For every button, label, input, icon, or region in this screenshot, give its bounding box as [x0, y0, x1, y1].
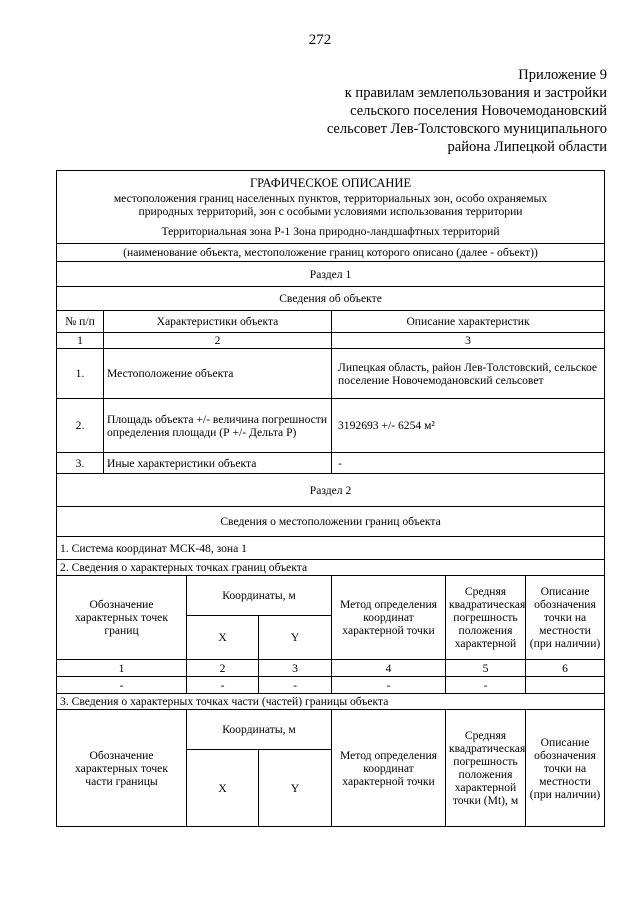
col-index: 3 [259, 660, 332, 677]
col-index: 1 [57, 660, 187, 677]
section1-subtitle: Сведения об объекте [57, 287, 605, 311]
section2-title: Раздел 2 [57, 474, 605, 507]
section2-subtitle: Сведения о местоположении границ объекта [57, 507, 605, 537]
col-error-header: Средняя квадратическая погрешность положения характерной [446, 576, 526, 660]
coordinate-system: 1. Система координат МСК-48, зона 1 [57, 537, 605, 560]
col-index: 2 [187, 660, 259, 677]
appendix-line: сельсовет Лев-Толстовского муниципального [326, 121, 607, 137]
row-name: Местоположение объекта [104, 349, 332, 399]
appendix-line: района Липецкой области [447, 139, 607, 155]
appendix-line: сельского поселения Новочемодановский [350, 103, 607, 119]
empty-cell: - [332, 677, 446, 694]
col-coords-header: Координаты, м [187, 576, 332, 616]
col-index: 3 [332, 333, 605, 349]
row-name: Иные характеристики объекта [104, 453, 332, 474]
col-location-header: Описание обозначения точки на местности (при наличии) [526, 576, 605, 660]
part-col-y-header: Y [259, 750, 332, 827]
row-name: Площадь объекта +/- величина погрешности определения площади (Р +/- Дельта Р) [104, 399, 332, 453]
zone-name: Территориальная зона Р-1 Зона природно-ландшафтных территорий [161, 224, 500, 238]
part-points-title: 3. Сведения о характерных точках части (частей) границы объекта [57, 694, 605, 710]
col-method-header: Метод определения координат характерной точки [332, 576, 446, 660]
col-index: 4 [332, 660, 446, 677]
appendix-line: Приложение 9 [518, 67, 607, 83]
col-designation-header: Обозначение характерных точек границ [57, 576, 187, 660]
empty-cell: - [187, 677, 259, 694]
col-y-header: Y [259, 616, 332, 660]
document-header [57, 171, 605, 244]
table-row [57, 399, 605, 453]
empty-cell: - [446, 677, 526, 694]
row-num: 1. [57, 349, 104, 399]
row-num: 3. [57, 453, 104, 474]
col-char-header: Характеристики объекта [104, 311, 332, 333]
appendix-block [267, 66, 607, 156]
col-desc-header: Описание характеристик [332, 311, 605, 333]
row-num: 2. [57, 399, 104, 453]
empty-cell [526, 677, 605, 694]
row-value: Липецкая область, район Лев-Толстовский, сельское поселение Новочемодановский сельсовет [332, 349, 605, 399]
part-col-designation-header: Обозначение характерных точек части границы [57, 710, 187, 827]
col-index: 5 [446, 660, 526, 677]
part-col-method-header: Метод определения координат характерной точки [332, 710, 446, 827]
col-index: 2 [104, 333, 332, 349]
table-row [57, 349, 605, 399]
col-x-header: X [187, 616, 259, 660]
section1-title: Раздел 1 [57, 262, 605, 287]
empty-cell: - [259, 677, 332, 694]
col-num-header: № п/п [57, 311, 104, 333]
document-subtitle: местоположения границ населенных пунктов, территориальных зон, особо охраняемых [113, 191, 548, 205]
object-note: (наименование объекта, местоположение границ которого описано (далее - объект)) [57, 244, 605, 262]
document-subtitle: природных территорий, зон с особыми условиями использования территории [138, 204, 523, 218]
graphic-description-table [56, 170, 605, 827]
points-title: 2. Сведения о характерных точках границ объекта [57, 560, 605, 576]
row-value: - [332, 453, 605, 474]
part-col-error-header: Средняя квадратическая погрешность положения характерной точки (Mt), м [446, 710, 526, 827]
page-number: 272 [308, 32, 332, 48]
col-index: 6 [526, 660, 605, 677]
part-col-location-header: Описание обозначения точки на местности (при наличии) [526, 710, 605, 827]
appendix-line: к правилам землепользования и застройки [344, 85, 607, 101]
document-title: ГРАФИЧЕСКОЕ ОПИСАНИЕ [249, 175, 412, 190]
empty-cell: - [57, 677, 187, 694]
part-col-x-header: X [187, 750, 259, 827]
row-value: 3192693 +/- 6254 м² [332, 399, 605, 453]
table-row [57, 453, 605, 474]
table-row [57, 677, 605, 694]
col-index: 1 [57, 333, 104, 349]
part-col-coords-header: Координаты, м [187, 710, 332, 750]
